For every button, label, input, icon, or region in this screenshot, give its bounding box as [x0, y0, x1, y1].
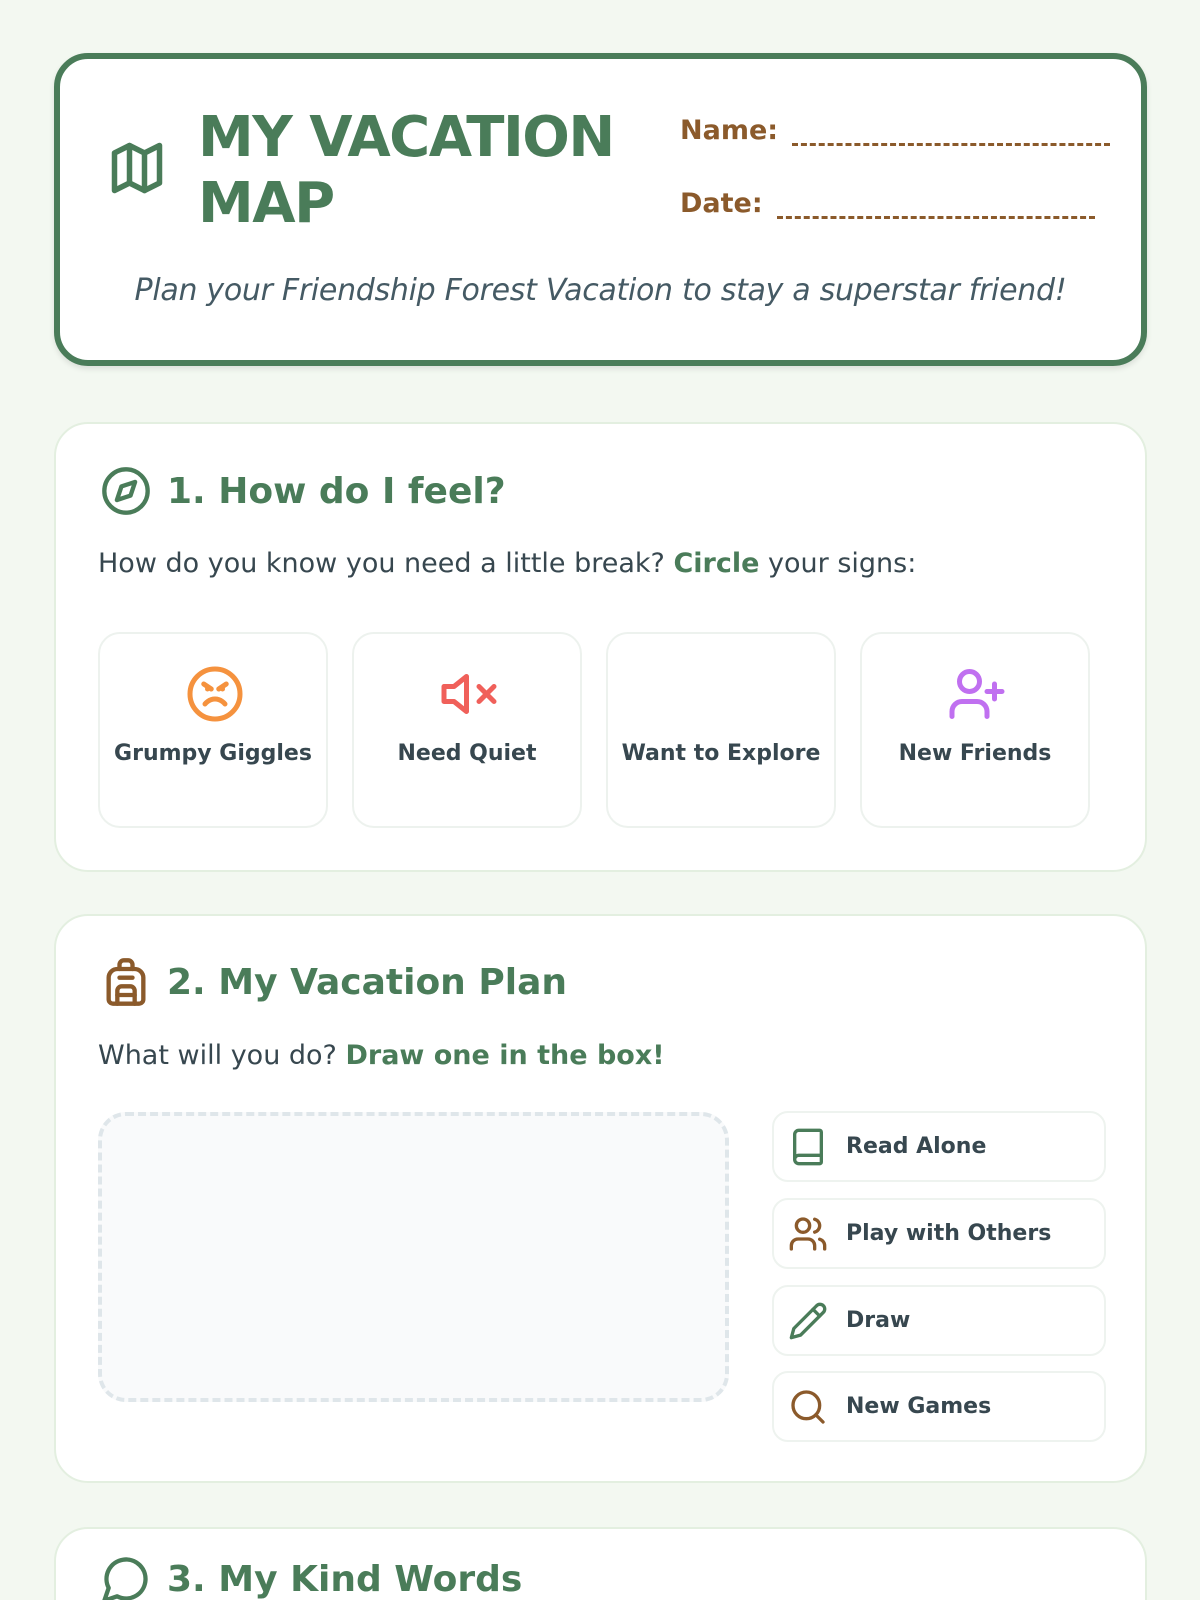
search-icon [788, 1387, 828, 1427]
section-title [100, 956, 567, 1008]
subtitle: Plan your Friendship Forest Vacation to stay a superstar friend! [134, 273, 1067, 308]
map-icon [107, 138, 167, 198]
activity-label: Play with Others [846, 1221, 1052, 1246]
drawing-box[interactable] [98, 1112, 729, 1402]
section-title-text: 2. My Vacation Plan [167, 961, 567, 1003]
name-line[interactable] [792, 138, 1110, 146]
activity-read-alone[interactable] [772, 1111, 1106, 1182]
section-kind-words [54, 1527, 1147, 1600]
instruction-prefix: How do you know you need a little break? [98, 548, 665, 579]
sign-grumpy-giggles[interactable] [98, 632, 328, 828]
sign-label: New Friends [898, 741, 1052, 766]
name-field[interactable] [680, 115, 1110, 146]
compass-icon [100, 465, 152, 517]
instruction [98, 548, 916, 579]
section-title-text: 1. How do I feel? [167, 470, 506, 512]
volume-mute-icon [439, 664, 499, 724]
activity-label: New Games [846, 1394, 992, 1419]
instruction-emphasis: Circle [673, 548, 760, 579]
instruction-suffix: your signs: [768, 548, 917, 579]
speech-bubble-icon [100, 1553, 152, 1600]
date-line[interactable] [777, 211, 1095, 219]
activity-new-games[interactable] [772, 1371, 1106, 1442]
header-card [54, 53, 1147, 366]
instruction [98, 1040, 665, 1071]
book-icon [788, 1127, 828, 1167]
sign-label: Want to Explore [621, 741, 821, 766]
section-feelings [54, 422, 1147, 872]
sign-label: Grumpy Giggles [114, 741, 312, 766]
activity-label: Draw [846, 1308, 911, 1333]
backpack-icon [100, 956, 152, 1008]
section-title [100, 465, 506, 517]
activity-play-with-others[interactable] [772, 1198, 1106, 1269]
section-title [100, 1553, 522, 1600]
page-title: MY VACATION MAP [198, 105, 614, 236]
name-label: Name: [680, 115, 779, 146]
section-vacation-plan [54, 914, 1147, 1483]
section-title-text: 3. My Kind Words [167, 1558, 523, 1600]
sign-want-to-explore[interactable] [606, 632, 836, 828]
users-icon [788, 1214, 828, 1254]
user-plus-icon [947, 664, 1007, 724]
angry-face-icon [185, 664, 245, 724]
sign-label: Need Quiet [397, 741, 537, 766]
date-label: Date: [680, 188, 763, 219]
activity-draw[interactable] [772, 1285, 1106, 1356]
instruction-emphasis: Draw one in the box! [345, 1040, 665, 1071]
sign-new-friends[interactable] [860, 632, 1090, 828]
pencil-icon [788, 1301, 828, 1341]
instruction-prefix: What will you do? [98, 1040, 337, 1071]
activity-label: Read Alone [846, 1134, 987, 1159]
sign-need-quiet[interactable] [352, 632, 582, 828]
date-field[interactable] [680, 188, 1095, 219]
